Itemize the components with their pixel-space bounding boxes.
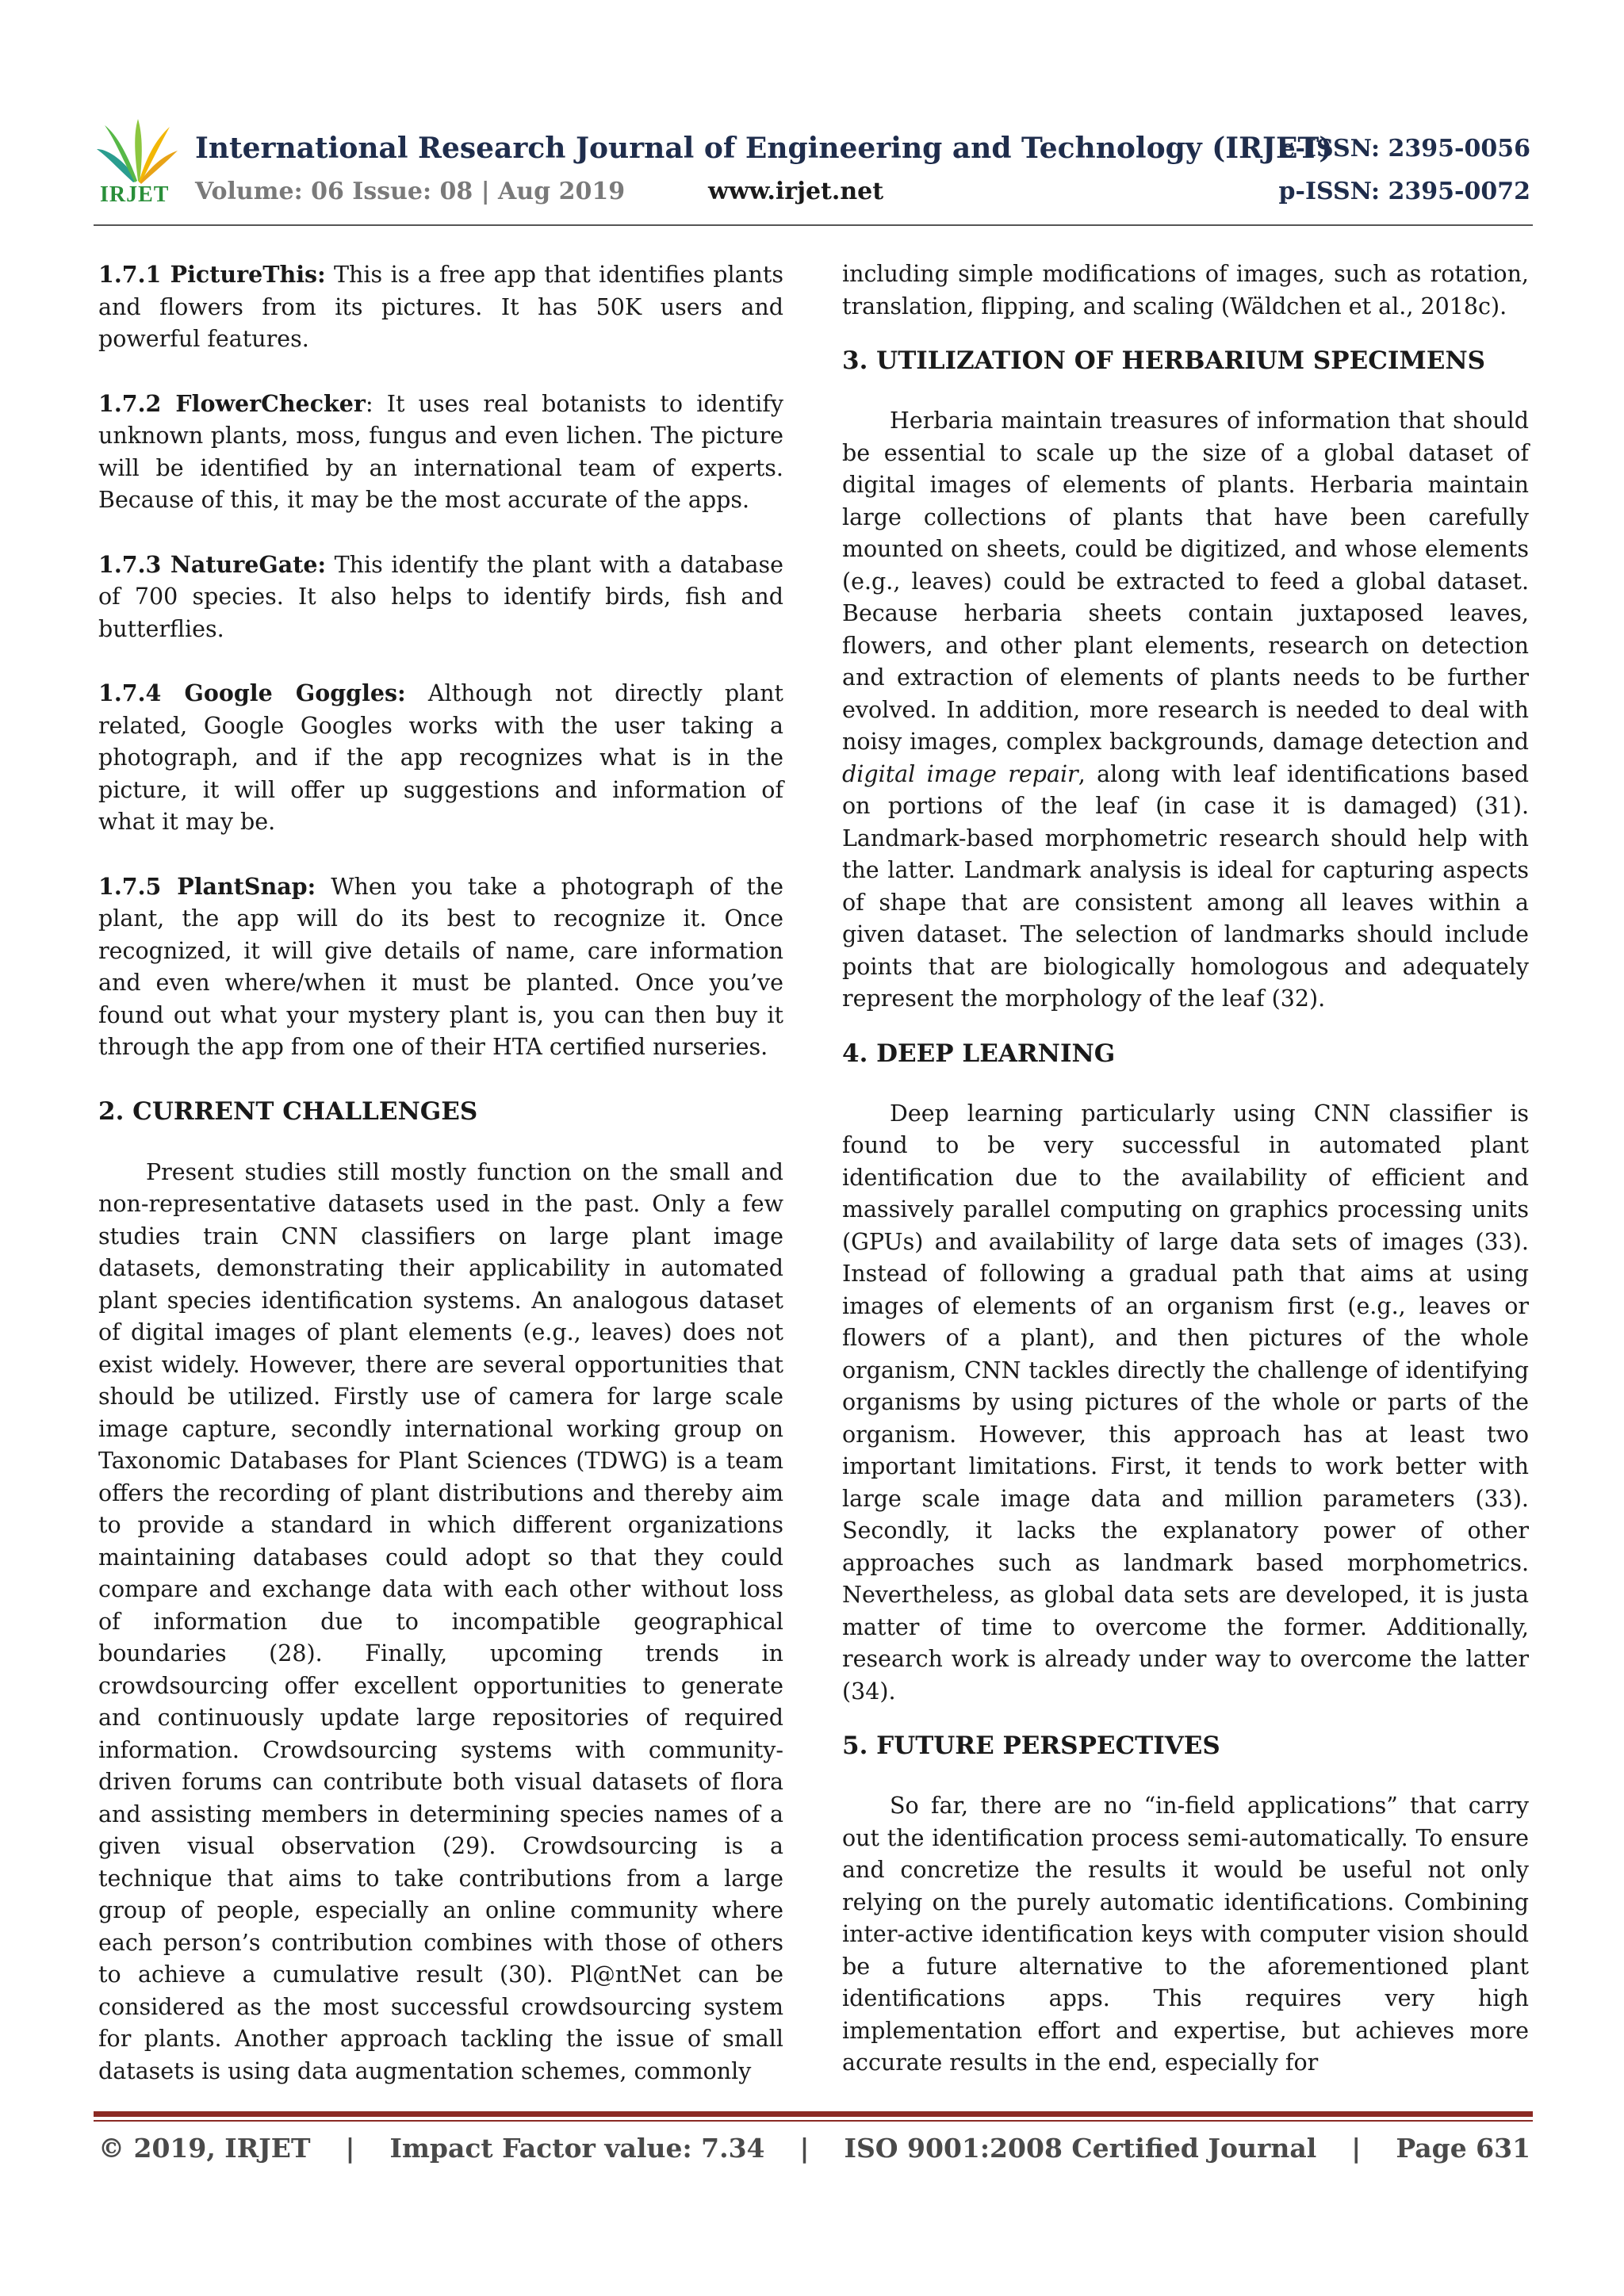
footer-separator: | <box>799 2133 810 2164</box>
section-5-paragraph: So far, there are no “in-field applications” that carry out the identification process semi-automatically. To ensure and concretize the results it would be useful not only relying on the purely automatic identifications. Combining inter-active identification keys with computer vision should be a future alternative to the aforementioned plant identifications apps. This requires very high implementation effort and expertise, but achieves more accurate results in the end, especially for <box>842 1793 1529 2076</box>
leaf-logo-icon <box>94 117 181 189</box>
footer-divider-thin <box>94 2120 1533 2122</box>
logo-text: IRJET <box>100 182 170 207</box>
paragraph-text: This is a free app that identifies plants and flowers from its pictures. It has 50K users and powerful features. <box>98 262 783 352</box>
subsection-heading: 1.7.5 PlantSnap: <box>98 872 316 900</box>
footer-divider-thick <box>94 2111 1533 2117</box>
paragraph-text: Herbaria maintain treasures of information that should be essential to scale up the size of a global dataset of digital images of elements of plants. Herbaria maintain large collections of plants that have been carefully mounted on sheets, could be digitized, and whose elements (e.g., leaves) could be extracted to feed a global dataset. Because herbaria sheets contain juxtaposed leaves, flowers, and other plant elements, research on detection and extraction of elements of plants needs to be further evolved. In addition, more research is needed to deal with noisy images, complex backgrounds, damage detection and <box>842 408 1529 755</box>
paragraph-text: : It uses real botanists to identify unknown plants, moss, fungus and even lichen. The picture will be identified by an international team of experts. Because of this, it may be the most accurate of the apps. <box>98 390 784 513</box>
section-heading-5: 5. FUTURE PERSPECTIVES <box>842 1732 1220 1760</box>
journal-title: International Research Journal of Engineering and Technology (IRJET) <box>195 132 1333 165</box>
italic-term: digital image repair <box>842 760 1078 787</box>
journal-logo <box>94 117 181 211</box>
subsection-heading: 1.7.1 PictureThis: <box>98 261 326 288</box>
footer-impact-factor: Impact Factor value: 7.34 <box>389 2133 765 2164</box>
footer-separator: | <box>1351 2133 1362 2164</box>
subsection-heading: 1.7.3 NatureGate: <box>98 550 327 578</box>
section-4-paragraph: Deep learning particularly using CNN classifier is found to be very successful in automated plant identification due to the availability of efficient and massively parallel computing on graphics processing units (GPUs) and availability of large data sets of images (33). Instead of following a gradual path that aims at using images of elements of an organism first (e.g., leaves or flowers of a plant), and then pictures of the whole organism, CNN tackles directly the challenge of identifying organisms by using pictures of the whole or parts of the organism. However, this approach has at least two important limitations. First, it tends to work better with large scale image data and million parameters (33). Secondly, it lacks the explanatory power of other approaches such as landmark based morphometrics. Nevertheless, as global data sets are developed, it is justa matter of time to overcome the former. Additionally, research work is already under way to overcome the latter (34). <box>842 1100 1529 1705</box>
footer-iso: ISO 9001:2008 Certified Journal <box>844 2133 1317 2164</box>
left-column <box>98 258 783 2087</box>
continued-paragraph: including simple modifications of images, such as rotation, translation, flipping, and scaling (Wäldchen et al., 2018c). <box>842 261 1529 320</box>
section-heading-3: 3. UTILIZATION OF HERBARIUM SPECIMENS <box>842 346 1486 375</box>
pissn: p-ISSN: 2395-0072 <box>1278 178 1530 205</box>
section-2-paragraph: Present studies still mostly function on the small and non-representative datasets used in the past. Only a few studies train CNN classifiers on large plant image datasets, demonstrating their applicability in automated plant species identification systems. An analogous dataset of digital images of plant elements (e.g., leaves) does not exist widely. However, there are several opportunities that should be utilized. Firstly use of camera for large scale image capture, secondly international working group on Taxonomic Databases for Plant Sciences (TDWG) is a team offers the recording of plant distributions and thereby aim to provide a standard in which different organizations maintaining databases could adopt so that they could compare and exchange data with each other without loss of information due to incompatible geographical boundaries (28). Finally, upcoming trends in crowdsourcing offer excellent opportunities to generate and continuously update large repositories of required information. Crowdsourcing systems with community-driven forums can contribute both visual datasets of flora and assisting members in determining species names of a given visual observation (29). Crowdsourcing is a technique that aims to take contributions from a large group of people, especially an online community where each person’s contribution combines with those of others to achieve a cumulative result (30). Pl@ntNet can be considered as the most successful crowdsourcing system for plants. Another approach tackling the issue of small datasets is using data augmentation schemes, commonly <box>98 1158 783 2084</box>
header-divider <box>94 224 1533 226</box>
subsection-heading: 1.7.2 FlowerChecker <box>98 389 366 417</box>
paragraph-text: This identify the plant with a database of 700 species. It also helps to identify birds, fish and butterflies. <box>98 551 783 642</box>
paragraph-text: , along with leaf identifications based on portions of the leaf (in case it is damaged) (31). Landmark-based morphometric research should help with the latter. Landmark analysis is ideal for capturing aspects of shape that are consistent among all leaves within a given dataset. The selection of landmarks should include points that are biologically homologous and adequately represent the morphology of the leaf (32). <box>842 760 1529 1012</box>
subsection-1-7-5 <box>98 871 783 1064</box>
volume-info: Volume: 06 Issue: 08 | Aug 2019 <box>195 178 626 205</box>
paragraph-text: When you take a photograph of the plant, the app will do its best to recognize it. Once recognized, it will give details of name, care information and even where/when it must be planted. Once you’ve found out what your mystery plant is, you can then buy it through the app from one of their HTA certified nurseries. <box>98 873 783 1060</box>
subsection-1-7-3 <box>98 549 783 646</box>
footer-separator: | <box>345 2133 355 2164</box>
subsection-1-7-1 <box>98 258 783 356</box>
paragraph-text: Although not directly plant related, Google Googles works with the user taking a photograph, and if the app recognizes what is in the picture, it will offer up suggestions and information of what it may be. <box>98 680 784 835</box>
subsection-1-7-4 <box>98 677 783 839</box>
subsection-heading: 1.7.4 Google Goggles: <box>98 679 406 706</box>
footer-page-number: Page 631 <box>1396 2133 1531 2164</box>
eissn: e-ISSN: 2395-0056 <box>1280 135 1530 163</box>
section-heading-4: 4. DEEP LEARNING <box>842 1039 1116 1068</box>
section-3-paragraph <box>842 405 1529 1016</box>
section-heading-2: 2. CURRENT CHALLENGES <box>98 1096 478 1126</box>
journal-website[interactable]: www.irjet.net <box>708 178 884 205</box>
subsection-1-7-2 <box>98 388 783 517</box>
right-column <box>842 258 1529 2080</box>
footer-copyright: © 2019, IRJET <box>98 2133 311 2164</box>
page-footer <box>98 2133 1530 2164</box>
